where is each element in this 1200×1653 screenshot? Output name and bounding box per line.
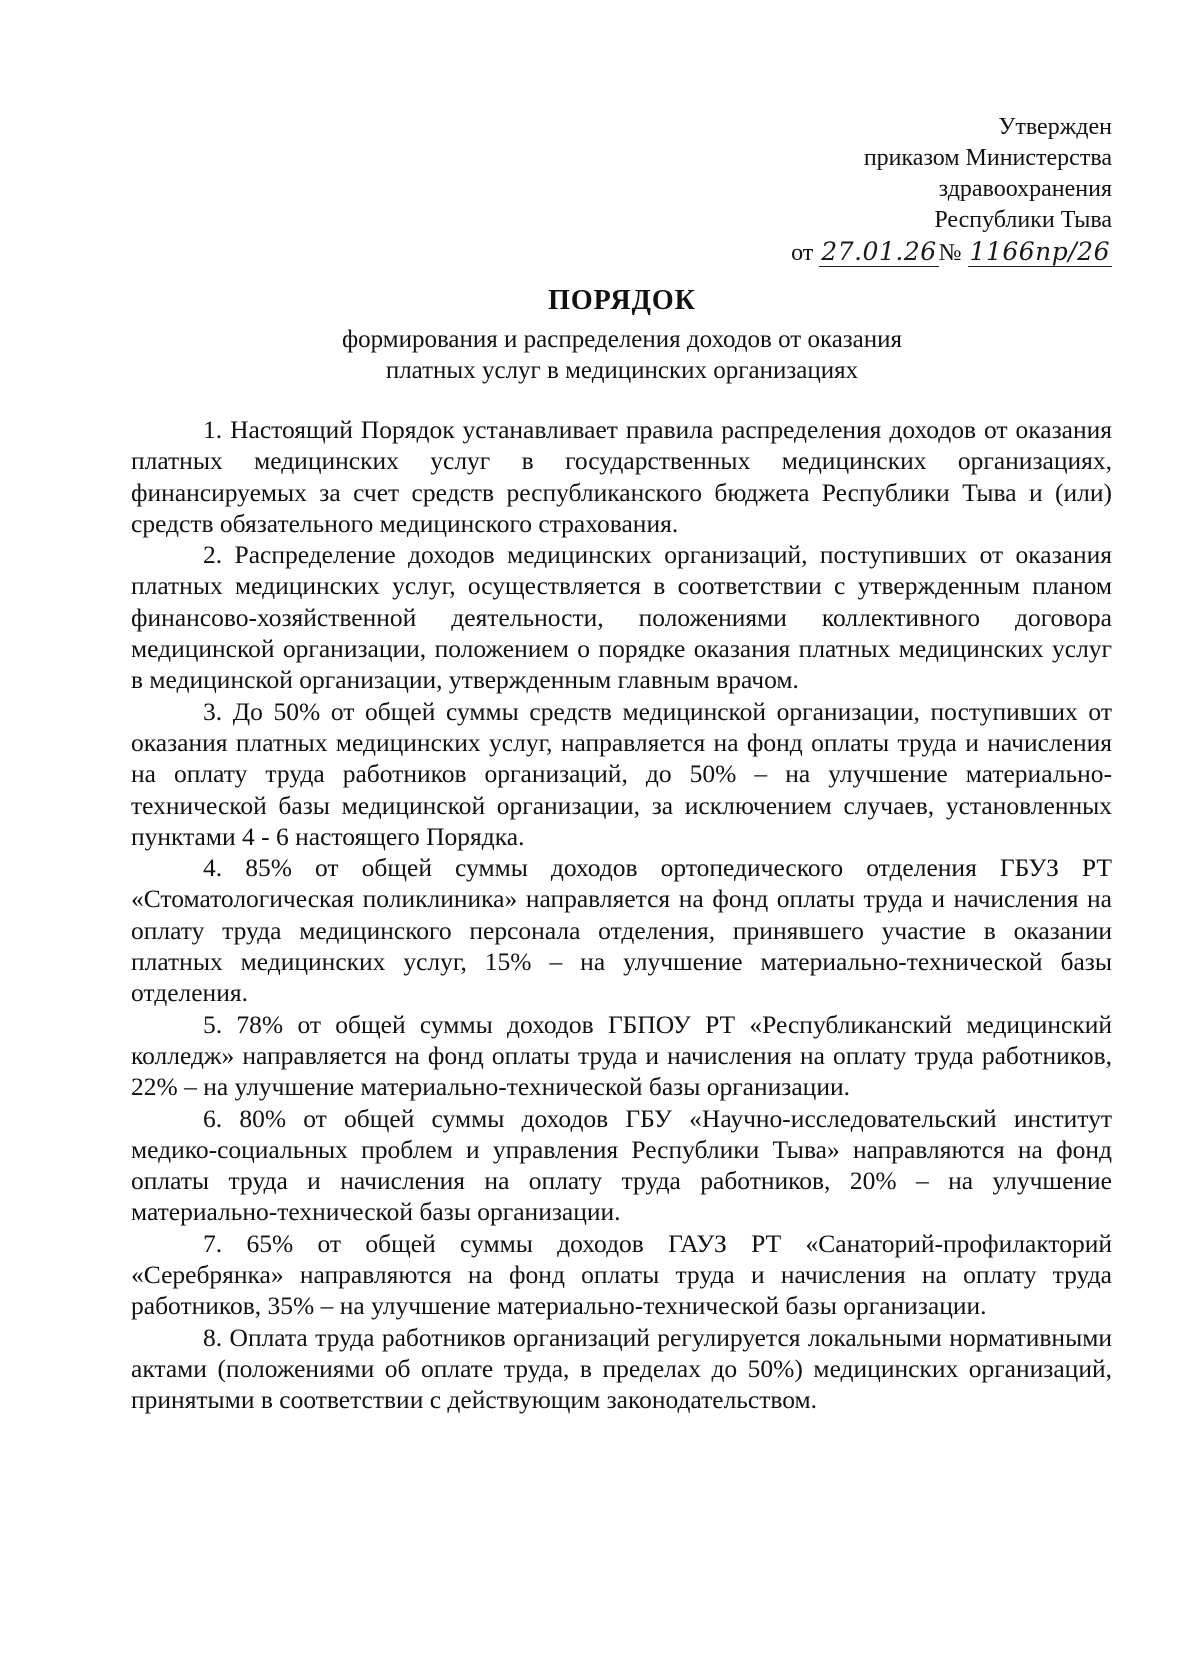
document-subtitle	[0, 324, 1200, 386]
date-prefix: от	[791, 240, 814, 266]
paragraph-2: 2. Распределение доходов медицинских организаций, поступивших от оказания платных медицинских услуг, осуществляется в соответствии с утвержденным планом финансово-хозяйственной деятельности, положениями коллективного договора медицинской организации, положением о порядке оказания платных медицинских услуг в медицинской организации, утвержденным главным врачом.	[131, 540, 1112, 695]
approval-line-republic: Республики Тыва	[934, 207, 1112, 233]
subtitle-line-2: платных услуг в медицинских организациях	[385, 357, 859, 384]
paragraph-7: 7. 65% от общей суммы доходов ГАУЗ РТ «Санаторий-профилакторий «Серебрянка» направляются на фонд оплаты труда и начисления на оплату труда работников, 35% – на улучшение материально-технической базы организации.	[131, 1228, 1112, 1321]
approval-stamp-block	[692, 112, 1112, 269]
subtitle-line-1: формирования и распределения доходов от оказания	[341, 326, 903, 353]
approval-line-ministry: здравоохранения	[938, 176, 1112, 202]
paragraph-1: 1. Настоящий Порядок устанавливает правила распределения доходов от оказания платных медицинских услуг в государственных медицинских организациях, финансируемых за счет средств республиканского бюджета Республики Тыва и (или) средств обязательного медицинского страхования.	[131, 415, 1112, 538]
document-title: ПОРЯДОК	[548, 285, 696, 316]
paragraph-4: 4. 85% от общей суммы доходов ортопедического отделения ГБУЗ РТ «Стоматологическая поликлиника» направляется на фонд оплаты труда и начисления на оплату труда медицинского персонала отделения, принявшего участие в оказании платных медицинских услуг, 15% – на улучшение материально-технической базы отделения.	[131, 853, 1112, 1008]
paragraph-3: 3. До 50% от общей суммы средств медицинской организации, поступивших от оказания платных медицинских услуг, направляется на фонд оплаты труда и начисления на оплату труда работников организаций, до 50% – на улучшение материально-технической базы медицинской организации, за исключением случаев, установленных пунктами 4 - 6 настоящего Порядка.	[131, 696, 1112, 851]
paragraph-8: 8. Оплата труда работников организаций регулируется локальными нормативными актами (положениями об оплате труда, в пределах до 50%) медицинских организаций, принятыми в соответствии с действующим законодательством.	[131, 1322, 1112, 1415]
approval-line-approved: Утвержден	[998, 114, 1112, 140]
approval-date-number-row	[692, 236, 1112, 269]
handwritten-date: 27.01.26	[821, 237, 937, 266]
paragraph-6: 6. 80% от общей суммы доходов ГБУ «Научно-исследовательский институт медико-социальных проблем и управления Республики Тыва» направляются на фонд оплаты труда и начисления на оплату труда работников, 20% – на улучшение материально-технической базы организации.	[131, 1103, 1112, 1227]
approval-line-order: приказом Министерства	[863, 145, 1112, 171]
document-body	[131, 414, 1112, 1416]
handwritten-order-number: 1166пр/26	[969, 237, 1110, 266]
number-sign: №	[938, 240, 962, 266]
paragraph-5: 5. 78% от общей суммы доходов ГБПОУ РТ «Республиканский медицинский колледж» направляется на фонд оплаты труда и начисления на оплату труда работников, 22% – на улучшение материально-технической базы организации.	[131, 1009, 1112, 1102]
title-block	[0, 284, 1200, 386]
